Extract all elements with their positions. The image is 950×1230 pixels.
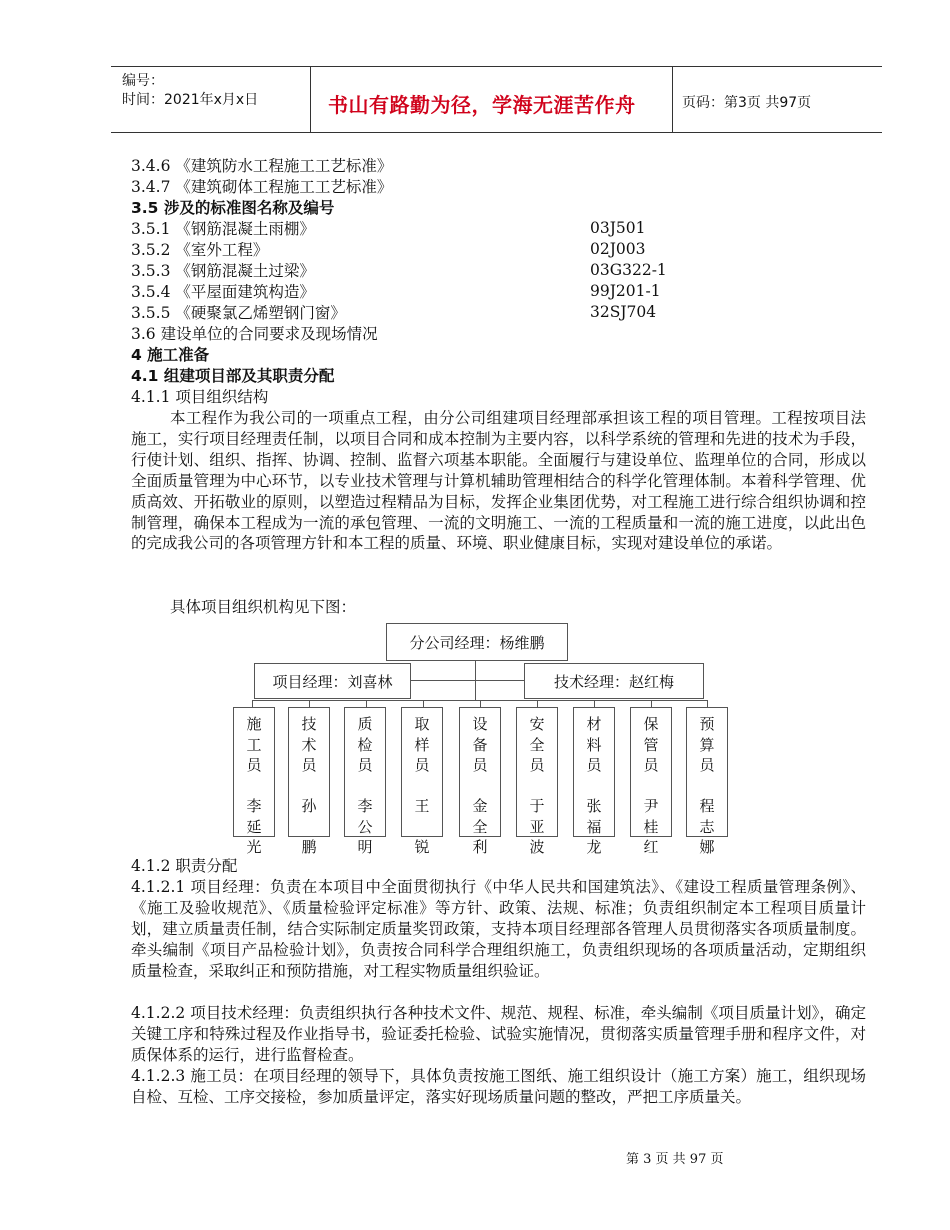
body-paragraph: 4.1.2.1 项目经理：负责在本项目中全面贯彻执行《中华人民共和国建筑法》、《建设工程质量管理条例》、《施工及验收规范》、《质量检验评定标准》等方针、政策、法规、标准；负责组织制定本工程项目质量计划，建立质量责任制，结合实际制定质量奖罚政策，支持本项目经理部各管理人员贯彻落实各项质量制度。牵头编制《项目产品检验计划》，负责按合同科学合理组织施工，负责组织现场的各项质量活动，定期组织质量检查，采取纠正和预防措施，对工程实物质量组织验证。 bbox=[131, 878, 866, 980]
org-connector bbox=[537, 700, 538, 707]
chart-intro: 具体项目组织机构见下图： bbox=[170, 598, 357, 616]
staff-name: 程 志 娜 bbox=[699, 797, 715, 856]
staff-name: 李 延 光 bbox=[246, 797, 262, 856]
org-node-branch-manager: 分公司经理：杨维鹏 bbox=[386, 623, 568, 661]
staff-title: 设 备 员 bbox=[472, 715, 488, 774]
org-node-project-manager: 项目经理：刘喜林 bbox=[254, 663, 411, 699]
standard-drawing-item: 3.5.4 《平屋面建筑构造》 bbox=[131, 283, 315, 301]
staff-title: 技 术 员 bbox=[301, 715, 317, 774]
org-node-staff bbox=[630, 707, 672, 856]
staff-name: 孙 鹏 bbox=[301, 797, 317, 856]
page-footer: 第 3 页 共 97 页 bbox=[626, 1152, 724, 1167]
staff-title: 材 料 员 bbox=[586, 715, 602, 774]
org-connector bbox=[707, 700, 708, 707]
header-divider bbox=[310, 66, 311, 132]
org-connector bbox=[423, 700, 424, 707]
org-connector bbox=[594, 700, 595, 707]
standard-drawing-item: 3.5.5 《硬聚氯乙烯塑钢门窗》 bbox=[131, 304, 346, 322]
staff-title: 安 全 员 bbox=[529, 715, 545, 774]
staff-title: 预 算 员 bbox=[699, 715, 715, 774]
section-heading: 4.1.2 职责分配 bbox=[131, 857, 238, 875]
staff-title: 质 检 员 bbox=[357, 715, 373, 774]
standard-drawing-item: 3.5.3 《钢筋混凝土过梁》 bbox=[131, 262, 315, 280]
org-node-staff bbox=[573, 707, 615, 856]
staff-title: 施 工 员 bbox=[246, 715, 262, 774]
header-divider bbox=[672, 66, 673, 132]
standard-drawing-item: 3.5.1 《钢筋混凝土雨棚》 bbox=[131, 220, 315, 238]
section-heading: 4.1 组建项目部及其职责分配 bbox=[131, 367, 335, 385]
standard-drawing-code: 32SJ704 bbox=[590, 303, 657, 321]
org-connector bbox=[480, 700, 481, 707]
org-connector bbox=[410, 680, 524, 681]
org-connector bbox=[475, 659, 476, 680]
document-date: 时间：2021年x月x日 bbox=[122, 92, 259, 108]
section-heading: 3.6 建设单位的合同要求及现场情况 bbox=[131, 325, 378, 343]
org-connector bbox=[651, 700, 652, 707]
org-node-staff bbox=[401, 707, 443, 856]
body-paragraph: 4.1.2.3 施工员：在项目经理的领导下，具体负责按施工图纸、施工组织设计（施工方案）施工，组织现场自检、互检、工序交接检，参加质量评定，落实好现场质量问题的整改，严把工序质量关。 bbox=[131, 1067, 866, 1106]
org-node-staff bbox=[516, 707, 558, 856]
standard-drawing-code: 99J201-1 bbox=[590, 282, 661, 300]
org-node-staff bbox=[459, 707, 501, 856]
org-connector bbox=[252, 700, 253, 707]
staff-name: 于 亚 波 bbox=[529, 797, 545, 856]
section-heading: 3.4.7 《建筑砌体工程施工工艺标准》 bbox=[131, 178, 393, 196]
staff-name: 尹 桂 红 bbox=[643, 797, 659, 856]
section-heading: 4.1.1 项目组织结构 bbox=[131, 388, 269, 406]
staff-title: 取 样 员 bbox=[414, 715, 430, 774]
org-connector bbox=[366, 700, 367, 707]
staff-name: 张 福 龙 bbox=[586, 797, 602, 856]
body-paragraph: 4.1.2.2 项目技术经理：负责组织执行各种技术文件、规范、规程、标准，牵头编制《项目质量计划》，确定关键工序和特殊过程及作业指导书，验证委托检验、试验实施情况，贯彻落实质量管理手册和程序文件，对质保体系的运行，进行监督检查。 bbox=[131, 1004, 866, 1064]
header-motto: 书山有路勤为径，学海无涯苦作舟 bbox=[328, 93, 636, 117]
staff-name: 王 锐 bbox=[414, 797, 430, 856]
org-node-staff bbox=[686, 707, 728, 856]
standard-drawing-item: 3.5.2 《室外工程》 bbox=[131, 241, 269, 259]
section-heading: 3.5 涉及的标准图名称及编号 bbox=[131, 199, 335, 217]
section-heading: 4 施工准备 bbox=[131, 346, 210, 364]
org-node-staff bbox=[288, 707, 330, 856]
header-bottom-rule bbox=[111, 132, 882, 133]
body-paragraph: 本工程作为我公司的一项重点工程，由分公司组建项目经理部承担该工程的项目管理。工程按项目法施工，实行项目经理责任制，以项目合同和成本控制为主要内容，以科学系统的管理和先进的技术为手段，行使计划、组织、指挥、协调、控制、监督六项基本职能。全面履行与建设单位、监理单位的合同，形成以全面质量管理为中心环节，以专业技术管理与计算机辅助管理相结合的科学化管理体制。本着科学管理、优质高效、开拓敬业的原则，以塑造过程精品为目标，发挥企业集团优势，对工程施工进行综合组织协调和控制管理，确保本工程成为一流的承包管理、一流的文明施工、一流的工程质量和一流的施工进度，以此出色的完成我公司的各项管理方针和本工程的质量、环境、职业健康目标，实现对建设单位的承诺。 bbox=[131, 409, 866, 553]
document-number-label: 编号： bbox=[122, 73, 164, 89]
org-connector bbox=[309, 700, 310, 707]
standard-drawing-code: 03G322-1 bbox=[590, 261, 667, 279]
staff-name: 李 公 明 bbox=[357, 797, 373, 856]
header-page-info: 页码：第3页 共97页 bbox=[682, 95, 812, 111]
staff-title: 保 管 员 bbox=[643, 715, 659, 774]
standard-drawing-code: 02J003 bbox=[590, 240, 646, 258]
standard-drawing-code: 03J501 bbox=[590, 219, 646, 237]
org-node-technical-manager: 技术经理：赵红梅 bbox=[524, 663, 704, 699]
org-connector bbox=[475, 680, 476, 700]
section-heading: 3.4.6 《建筑防水工程施工工艺标准》 bbox=[131, 157, 393, 175]
staff-name: 金 全 利 bbox=[472, 797, 488, 856]
header-top-rule bbox=[111, 66, 882, 67]
org-node-staff bbox=[344, 707, 386, 856]
org-node-staff bbox=[233, 707, 275, 856]
